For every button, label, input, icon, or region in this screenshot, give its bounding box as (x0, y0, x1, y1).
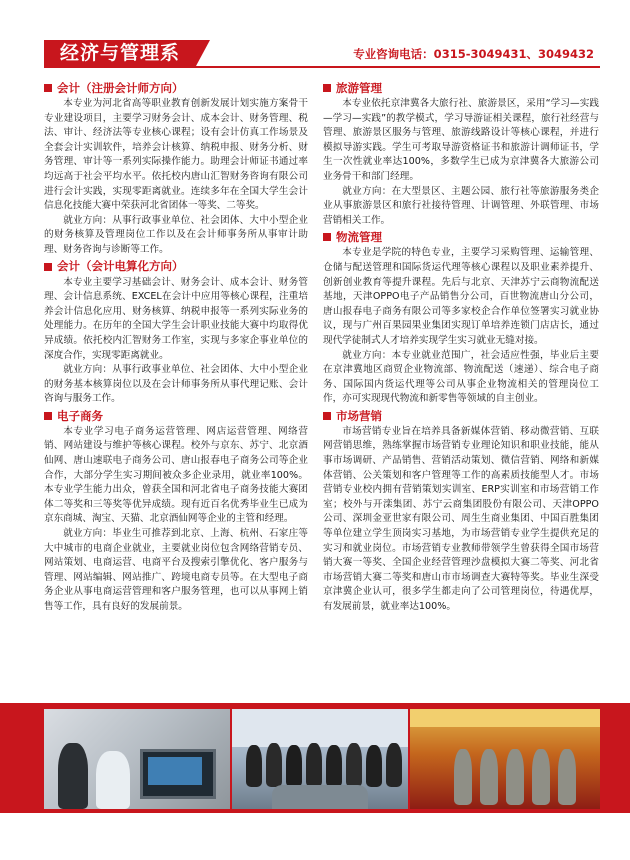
section-paragraph: 本专业学习电子商务运营管理、网店运营管理、网络营销、网站建设与维护等核心课程。校外与京东、苏宁、北京酒仙网、唐山速联电子商务公司、唐山报春电子商务公司等企业合作，大部分学生实习期间被众多企业录用，就业率100%。本专业学生能力出众，曾获全国和河北省电子商务技能大赛团体二等奖和三等奖等优异成绩。现有近百名优秀毕业生已成为京东商城、淘宝、天猫、北京酒仙网等企业的主管和经理。 (44, 425, 308, 525)
section-heading (44, 259, 308, 275)
department-title: 经济与管理系 (44, 40, 196, 66)
square-bullet-icon (44, 263, 52, 271)
section-paragraph: 本专业主要学习基础会计、财务会计、成本会计、财务管理、会计信息系统、EXCEL在会计中应用等核心课程，注重培养会计信息化应用、财务核算、纳税申报等一系列实际业务的处理能力。在历年的全国大学生会计职业技能大赛中均取得优异成绩。依托校内汇智财务工作室，实现与多家企事业单位的深度合作，实现零距离就业。 (44, 276, 308, 361)
photo-group-staff (232, 709, 408, 809)
square-bullet-icon (323, 233, 331, 241)
section-heading (44, 408, 308, 424)
section-heading-text: 旅游管理 (336, 80, 382, 95)
section-paragraph: 本专业为河北省高等职业教育创新发展计划实施方案骨干专业建设项目，主要学习财务会计、成本会计、财务管理、税法、审计、经济法等专业核心课程；设有会计仿真工作场景及全套会计实训软件，培养会计核算、纳税申报、财务分析、财务管理、审计等一系列实际操作能力。助理会计师证书通过率均远高于社会平均水平。依托校内唐山汇智财务咨询有限公司进行会计实践，实现零距离就业。连续多年在全国大学生会计信息化技能大赛中荣获河北省团体一等奖、二等奖。 (44, 98, 308, 212)
consult-hotline: 专业咨询电话：0315-3049431、3049432 (353, 47, 594, 61)
page-header (0, 0, 630, 78)
section-paragraph: 就业方向：本专业就业范围广，社会适应性强，毕业后主要在京津冀地区商贸企业物流部、物流配送（速递）、综合电子商务、国际国内货运代理等公司从事企业物流相关的管理岗位工作，亦可实现现代物流和新零售等领域的自主创业。 (323, 349, 599, 405)
section-tourism (323, 80, 599, 228)
right-column (323, 80, 599, 615)
square-bullet-icon (323, 412, 331, 420)
section-heading-text: 市场营销 (336, 408, 382, 423)
section-paragraph: 就业方向：从事行政事业单位、社会团体、大中小型企业的财务核算及管理岗位工作以及在会计师事务所从事审计助理、财务咨询与诊断等工作。 (44, 214, 308, 255)
section-heading-text: 电子商务 (57, 408, 103, 423)
section-heading (44, 80, 308, 96)
section-paragraph: 本专业依托京津冀各大旅行社、旅游景区，采用“学习—实践—学习—实践”的教学模式，学习导游证相关课程，旅行社经营与管理、旅游景区服务与管理、旅游线路设计等核心课程，并进行模拟导游实践。学生可考取导游资格证书和旅游计调师证书，学生一次性就业率达100%，多数学生已成为京津冀各大旅游公司业务骨干和部门经理。 (323, 98, 599, 182)
section-accounting-cpa (44, 80, 308, 258)
section-heading-text: 会计（会计电算化方向） (57, 259, 184, 274)
section-heading (323, 408, 599, 424)
section-e-commerce (44, 408, 308, 615)
header-rule (44, 66, 600, 68)
section-marketing (323, 408, 599, 615)
section-heading-text: 物流管理 (336, 230, 382, 245)
section-paragraph: 就业方向：在大型景区、主题公园、旅行社等旅游服务类企业从事旅游景区和旅行社接待管理、计调管理、外联管理、市场营销相关工作。 (323, 185, 599, 226)
photo-hall-attendants (410, 709, 600, 809)
section-paragraph: 市场营销专业旨在培养具备新媒体营销、移动微营销、互联网营销思维，熟练掌握市场营销专业理论知识和职业技能，能从事市场调研、产品销售、营销活动策划、微信营销、网络和新媒体营销、公关策划和客户管理等工作的高素质技能型人才。市场营销专业校内拥有营销策划实训室、ERP实训室和市场营销工作室；校外与开滦集团、苏宁云商集团股份有限公司、天津OPPO公司、深圳金亚世家有限公司、周生生商业集团、中国百胜集团等单位建立学生顶岗实习基地，为市场营销专业学生提供充足的实习和就业岗位。市场营销专业教师带领学生曾获得全国市场营销大赛一等奖、全国企业经营管理沙盘模拟大赛二等奖、河北省市场营销大赛二等奖和唐山市市场调查大赛特等奖。毕业生深受京津冀企业认可，很多学生都走向了公司管理岗位，待遇优厚，有发展前景，就业率达100%。 (323, 425, 599, 612)
section-paragraph: 就业方向：从事行政事业单位、社会团体、大中小型企业的财务基本核算岗位以及在会计师事务所从事代理记账、会计咨询与服务工作。 (44, 364, 308, 405)
square-bullet-icon (44, 84, 52, 92)
section-heading (323, 80, 599, 96)
section-paragraph: 本专业是学院的特色专业，主要学习采购管理、运输管理、仓储与配送管理和国际货运代理等核心课程以及职业素养提升、创新创业教育等提升课程。先后与北京、天津苏宁云商物流配送基地，天津OPPO电子产品销售分公司，百世物流唐山分公司，唐山报春电子商务有限公司等多家校企合作单位签署实习就业协议，现与广州百果园果业集团实现订单培养连锁门店店长，通过现代学徒制式人才培养实现学生实习就业无缝对接。 (323, 247, 599, 346)
left-column (44, 80, 308, 615)
section-paragraph: 就业方向：毕业生可推荐到北京、上海、杭州、石家庄等大中城市的电商企业就业，主要就业岗位包含网络营销专员、网站策划、电商运营、电商平台及搜索引擎优化、客户服务与管理、网站编辑、网站推广、跨境电商专员等。在大型电子商务企业从事电商运营管理和客户服务管理，也可以从事网上销售等工作，具有良好的发展前景。 (44, 528, 308, 612)
section-heading (323, 229, 599, 245)
page-bottom-margin (0, 813, 630, 860)
photo-students-computers (44, 709, 230, 809)
section-heading-text: 会计（注册会计师方向） (57, 80, 184, 95)
section-accounting-computerized (44, 259, 308, 407)
square-bullet-icon (44, 412, 52, 420)
section-logistics (323, 229, 599, 407)
square-bullet-icon (323, 84, 331, 92)
